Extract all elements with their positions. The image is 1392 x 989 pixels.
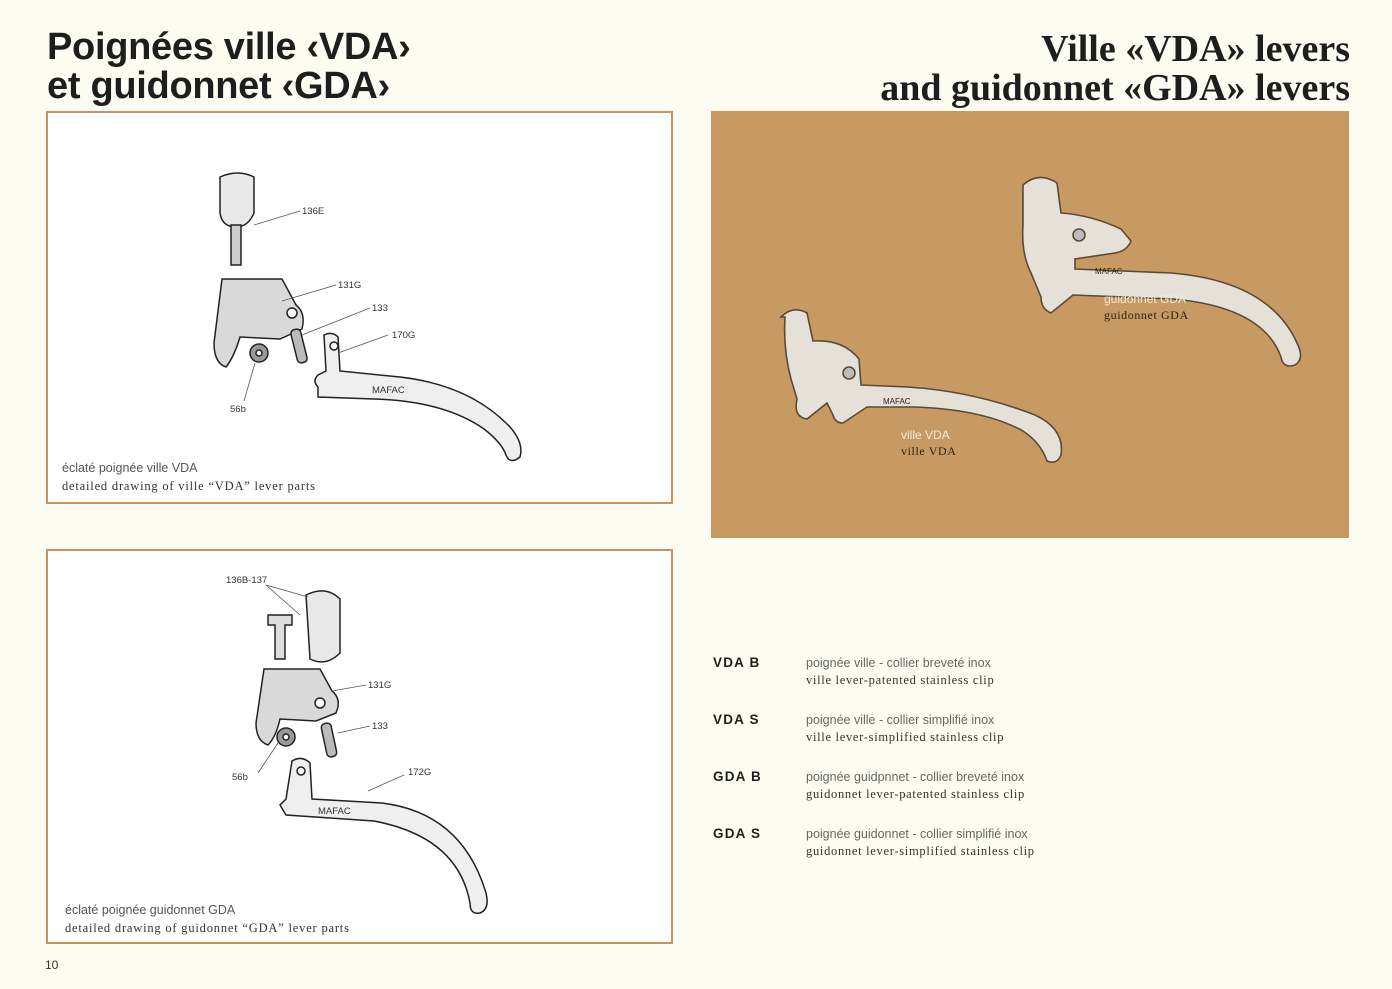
gda-screw-illustration (321, 722, 338, 757)
vda-part-label: 56b (230, 404, 246, 415)
gda-photo-brand-mark: MAFAC (1095, 267, 1123, 276)
vda-caption-english: detailed drawing of ville “VDA” lever parts (62, 479, 316, 493)
vda-nut-illustration (250, 344, 268, 362)
model-description (806, 712, 1004, 746)
model-row (713, 769, 1133, 826)
title-french-line-1: Poignées ville ‹VDA› (47, 26, 411, 68)
gda-clip-illustration (268, 591, 340, 662)
title-english-line-1: Ville «VDA» levers (1041, 28, 1350, 70)
gda-caption-french: éclaté poignée guidonnet GDA (65, 903, 236, 917)
title-english-line-2: and guidonnet «GDA» levers (880, 67, 1350, 109)
model-description-english: guidonnet lever-simplified stainless clip (806, 844, 1035, 858)
gda-photo-label (1104, 291, 1189, 323)
vda-photo-brand-mark: MAFAC (883, 397, 911, 406)
model-description (806, 769, 1025, 803)
gda-photo-label-french: guidonnet GDA (1104, 292, 1187, 306)
gda-part-label: 131G (368, 680, 392, 691)
vda-lever-illustration (315, 333, 521, 460)
model-row (713, 712, 1133, 769)
gda-nut-illustration (277, 728, 295, 746)
model-description (806, 655, 994, 689)
gda-caption-english: detailed drawing of guidonnet “GDA” lever parts (65, 921, 350, 935)
gda-part-label: 56b (232, 772, 248, 783)
model-description-english: ville lever-simplified stainless clip (806, 730, 1005, 744)
vda-photo-label-french: ville VDA (901, 428, 950, 442)
vda-exploded-drawing-frame (46, 111, 673, 504)
vda-part-label: 131G (338, 280, 362, 291)
gda-part-label: 136B-137 (226, 575, 268, 586)
page-number: 10 (45, 958, 59, 972)
model-description-english: guidonnet lever-patented stainless clip (806, 787, 1026, 801)
model-code: VDA S (713, 712, 760, 727)
model-list (713, 655, 1133, 883)
title-french (47, 28, 411, 106)
levers-photo-illustration (711, 111, 1349, 538)
model-description (806, 826, 1035, 860)
levers-photo (711, 111, 1349, 538)
vda-part-label: 170G (392, 330, 416, 341)
gda-lever-illustration (280, 758, 487, 913)
gda-brand-mark: MAFAC (318, 806, 351, 817)
gda-part-label: 133 (372, 721, 388, 732)
model-description-french: poignée guidonnet - collier simplifié inox (806, 827, 1028, 841)
model-description-french: poignée guidpnnet - collier breveté inox (806, 770, 1025, 784)
vda-photo-label-english: ville VDA (901, 444, 957, 458)
vda-drawing-caption (62, 459, 316, 495)
title-english (880, 30, 1350, 108)
model-code: VDA B (713, 655, 761, 670)
gda-exploded-drawing (48, 551, 671, 942)
vda-clip-illustration (220, 173, 254, 265)
gda-lever-photo-illustration (1023, 177, 1301, 366)
vda-brand-mark: MAFAC (372, 385, 405, 396)
model-description-french: poignée ville - collier breveté inox (806, 656, 991, 670)
title-french-line-2: et guidonnet ‹GDA› (47, 65, 390, 107)
gda-photo-label-english: guidonnet GDA (1104, 308, 1189, 322)
vda-exploded-drawing (48, 113, 671, 502)
vda-part-label: 133 (372, 303, 388, 314)
model-code: GDA S (713, 826, 762, 841)
model-code: GDA B (713, 769, 762, 784)
model-description-french: poignée ville - collier simplifié inox (806, 713, 995, 727)
model-row (713, 826, 1133, 883)
vda-caption-french: éclaté poignée ville VDA (62, 461, 198, 475)
gda-part-label: 172G (408, 767, 432, 778)
gda-drawing-caption (65, 901, 350, 937)
model-description-english: ville lever-patented stainless clip (806, 673, 995, 687)
model-row (713, 655, 1133, 712)
vda-part-label: 136E (302, 206, 325, 217)
gda-exploded-drawing-frame (46, 549, 673, 944)
vda-photo-label (901, 427, 957, 459)
